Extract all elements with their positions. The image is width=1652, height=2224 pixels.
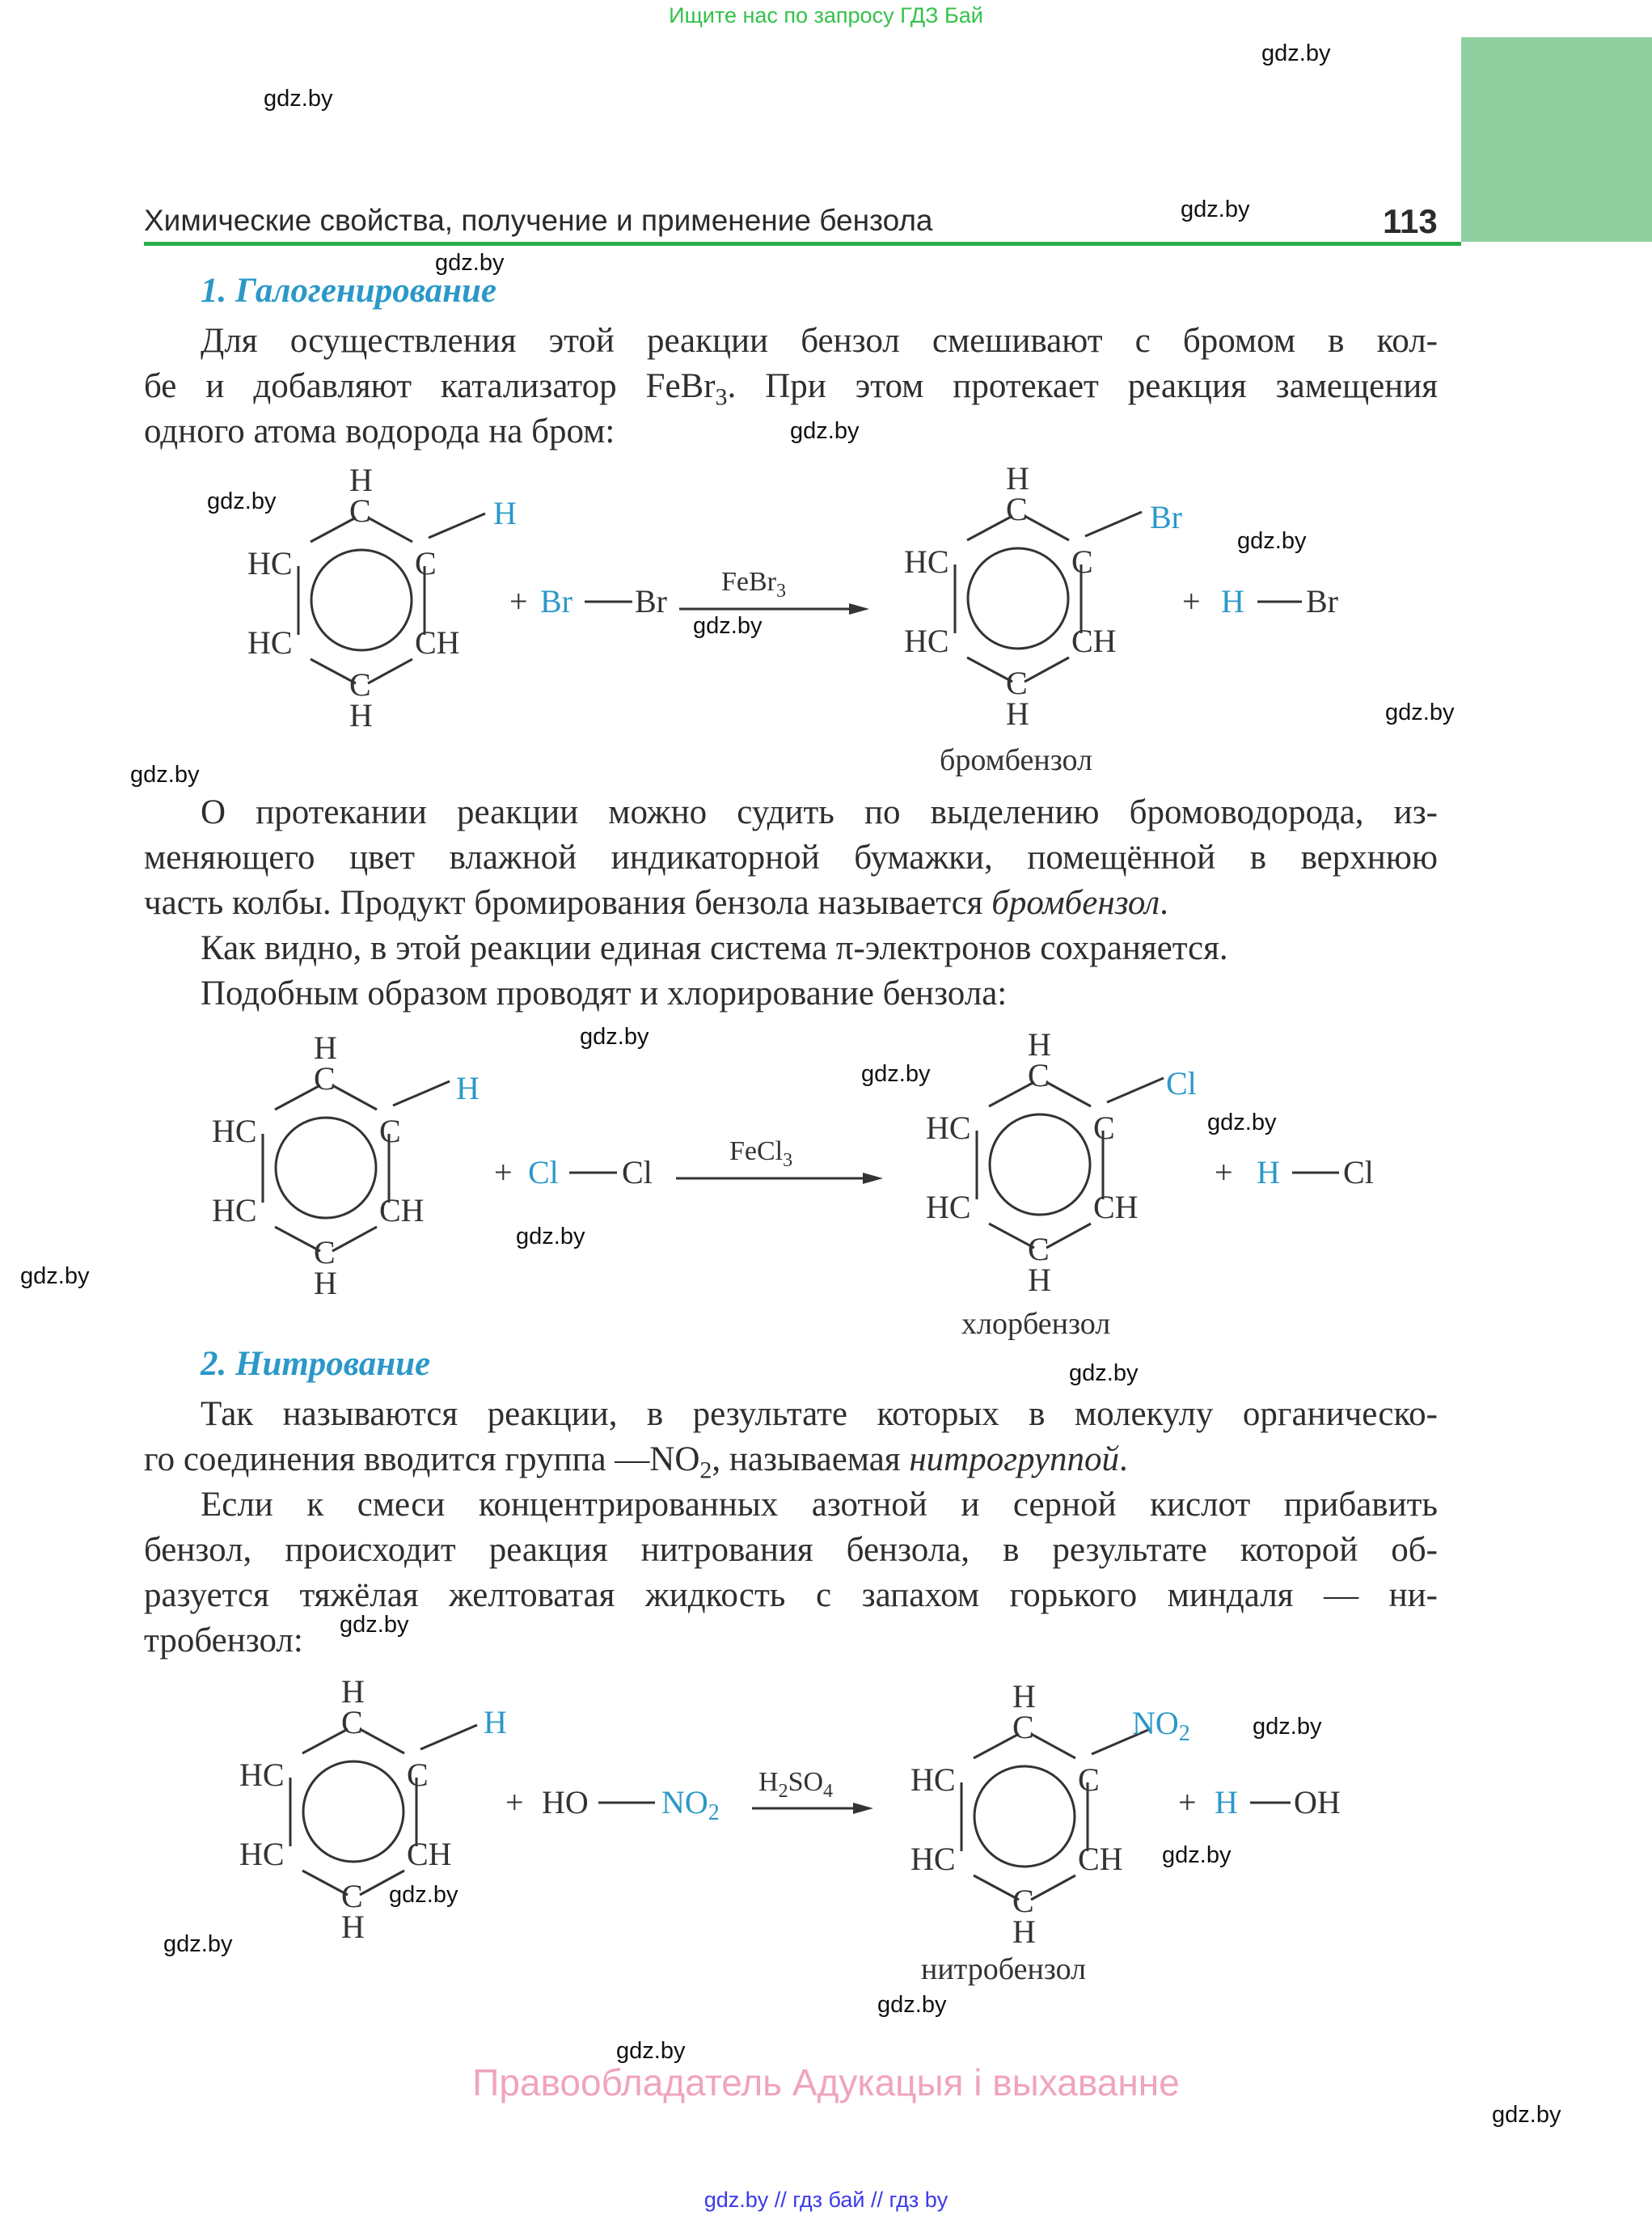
bromination-scheme [226, 453, 1391, 728]
svg-text:H: H [1028, 1262, 1051, 1298]
svg-text:Cl: Cl [528, 1154, 559, 1190]
svg-text:HC: HC [911, 1841, 956, 1877]
paragraph-line: разуется тяжёлая желтоватая жидкость с запахом горького миндаля — ни- [144, 1576, 1438, 1614]
watermark: gdz.by [1162, 1842, 1232, 1868]
nitration-scheme [218, 1664, 1399, 1947]
watermark: gdz.by [20, 1263, 90, 1289]
svg-text:C: C [1071, 543, 1093, 580]
watermark: gdz.by [1237, 528, 1307, 554]
svg-text:H: H [1012, 1913, 1036, 1947]
paragraph-line: Подобным образом проводят и хлорирование бензола: [201, 975, 1008, 1013]
svg-text:C: C [1006, 665, 1028, 701]
svg-text:CH: CH [379, 1192, 425, 1228]
svg-text:C: C [1012, 1709, 1034, 1745]
watermark: gdz.by [1181, 197, 1250, 222]
watermark: gdz.by [389, 1882, 458, 1908]
paragraph-line: Так называются реакции, в результате которых в молекулу органическо- [201, 1395, 1438, 1433]
svg-text:CH: CH [415, 624, 460, 661]
watermark: gdz.by [693, 613, 763, 639]
watermark: gdz.by [340, 1612, 409, 1638]
svg-text:H: H [314, 1030, 337, 1066]
footer-links[interactable]: gdz.by // гдз бай // гдз by [703, 2188, 949, 2212]
svg-text:H: H [493, 495, 517, 531]
svg-text:Cl: Cl [622, 1154, 653, 1190]
watermark: gdz.by [1207, 1110, 1277, 1135]
paragraph-line: часть колбы. Продукт бромирования бензола называется бромбензол. [144, 884, 1168, 922]
svg-text:HC: HC [239, 1757, 285, 1793]
svg-text:+: + [505, 1784, 524, 1820]
watermark: gdz.by [435, 250, 505, 276]
svg-text:H: H [1257, 1154, 1280, 1190]
header-rule [144, 242, 1461, 246]
paragraph-line: одного атома водорода на бром: [144, 412, 615, 450]
watermark: gdz.by [1253, 1714, 1322, 1740]
paragraph-line: Как видно, в этой реакции единая система π-электронов сохраняется. [201, 929, 1228, 967]
product-label-nitrobenzene: нитробензол [921, 1952, 1087, 1986]
svg-text:FeCl3: FeCl$_3$ [729, 1136, 793, 1171]
svg-text:FeBr3: FeBr$_3$ [721, 567, 786, 602]
svg-text:HC: HC [247, 624, 293, 661]
watermark: gdz.by [207, 488, 277, 514]
watermark: gdz.by [130, 762, 200, 788]
svg-text:C: C [341, 1878, 363, 1914]
svg-text:C: C [349, 666, 371, 703]
chapter-tab [1461, 37, 1652, 242]
svg-text:H: H [1221, 583, 1244, 619]
svg-text:HC: HC [239, 1836, 285, 1872]
svg-text:C: C [1012, 1883, 1034, 1919]
svg-text:CH: CH [1078, 1841, 1123, 1877]
paragraph-line: го соединения вводится группа $—NO_2$, называемая нитрогруппой. [144, 1440, 1128, 1484]
svg-text:+: + [1215, 1154, 1233, 1190]
svg-text:Br: Br [1306, 583, 1338, 619]
top-banner[interactable]: Ищите нас по запросу ГДЗ Бай [669, 3, 983, 27]
svg-text:C: C [415, 545, 437, 581]
watermark: gdz.by [580, 1024, 649, 1050]
svg-text:HC: HC [911, 1761, 956, 1798]
watermark: gdz.by [516, 1224, 585, 1249]
copyright-notice: Правообладатель Адукацыя і выхаванне [472, 2061, 1180, 2103]
product-label-bromobenzene: бромбензол [940, 743, 1092, 777]
svg-text:C: C [1028, 1231, 1050, 1267]
svg-text:HC: HC [926, 1189, 971, 1225]
paragraph-line: Для осуществления этой реакции бензол смешивают с бромом в кол- [201, 322, 1438, 360]
paragraph-line: О протекании реакции можно судить по выделению бромоводорода, из- [201, 793, 1438, 831]
watermark: gdz.by [1492, 2102, 1561, 2128]
svg-text:Br: Br [635, 583, 667, 619]
svg-text:C: C [1028, 1057, 1050, 1093]
paragraph-line: меняющего цвет влажной индикаторной бумажки, помещённой в верхнюю [144, 839, 1438, 877]
watermark: gdz.by [264, 86, 333, 112]
svg-text:H: H [1028, 1026, 1051, 1063]
svg-text:HO: HO [542, 1784, 589, 1820]
svg-text:HC: HC [212, 1192, 257, 1228]
watermark: gdz.by [877, 1992, 947, 2018]
paragraph-line: тробензол: [144, 1621, 303, 1660]
svg-text:C: C [1093, 1110, 1115, 1146]
watermark: gdz.by [1385, 700, 1455, 725]
section-heading-nitration: 2. Нитрование [201, 1345, 431, 1383]
svg-text:C: C [314, 1234, 336, 1271]
svg-text:C: C [1006, 491, 1028, 527]
svg-text:+: + [509, 583, 528, 619]
svg-text:NO2: $NO_2$ [661, 1784, 720, 1825]
svg-text:H: H [484, 1704, 507, 1740]
svg-text:C: C [379, 1113, 401, 1149]
svg-text:H2SO4: $H_2SO_4$ [758, 1767, 834, 1802]
svg-text:H: H [314, 1265, 337, 1301]
svg-text:H: H [349, 462, 373, 498]
svg-text:+: + [494, 1154, 513, 1190]
svg-text:HC: HC [904, 543, 949, 580]
svg-text:CH: CH [1093, 1189, 1139, 1225]
svg-text:C: C [407, 1757, 429, 1793]
svg-text:Cl: Cl [1166, 1065, 1197, 1101]
svg-text:H: H [1012, 1678, 1036, 1715]
svg-text:CH: CH [1071, 623, 1117, 659]
svg-text:C: C [341, 1704, 363, 1740]
svg-text:H: H [1006, 696, 1029, 728]
svg-text:H: H [349, 697, 373, 728]
svg-text:H: H [341, 1909, 365, 1945]
svg-text:C: C [349, 493, 371, 529]
watermark: gdz.by [1069, 1360, 1139, 1386]
paragraph-line: бензол, происходит реакция нитрования бензола, в результате которой об- [144, 1531, 1438, 1569]
section-heading-halogenation: 1. Галогенирование [201, 272, 497, 310]
watermark: gdz.by [790, 418, 860, 444]
svg-text:Br: Br [1150, 499, 1182, 535]
paragraph-line: бе и добавляют катализатор FeBr$_3$. При этом протекает реакция замещения [144, 367, 1438, 411]
svg-text:HC: HC [926, 1110, 971, 1146]
svg-text:Cl: Cl [1343, 1154, 1374, 1190]
svg-text:H: H [341, 1673, 365, 1710]
watermark: gdz.by [616, 2038, 686, 2064]
product-label-chlorobenzene: хлорбензол [961, 1307, 1111, 1341]
watermark: gdz.by [861, 1061, 931, 1087]
svg-text:HC: HC [247, 545, 293, 581]
svg-text:NO2: $NO_2$ [1132, 1705, 1190, 1746]
paragraph-line: Если к смеси концентрированных азотной и серной кислот прибавить [201, 1486, 1438, 1524]
svg-text:H: H [1215, 1784, 1238, 1820]
watermark: gdz.by [1261, 40, 1331, 66]
svg-text:CH: CH [407, 1836, 452, 1872]
svg-text:+: + [1178, 1784, 1197, 1820]
svg-text:HC: HC [904, 623, 949, 659]
page-number: 113 [1383, 202, 1438, 240]
svg-text:H: H [456, 1070, 480, 1106]
chlorination-scheme [191, 1021, 1404, 1312]
svg-text:+: + [1182, 583, 1201, 619]
chapter-title: Химические свойства, получение и применение бензола [144, 204, 933, 237]
svg-text:H: H [1006, 460, 1029, 497]
svg-text:C: C [1078, 1761, 1100, 1798]
svg-text:C: C [314, 1060, 336, 1097]
svg-text:HC: HC [212, 1113, 257, 1149]
watermark: gdz.by [163, 1931, 233, 1957]
svg-text:OH: OH [1294, 1784, 1341, 1820]
svg-text:Br: Br [540, 583, 572, 619]
